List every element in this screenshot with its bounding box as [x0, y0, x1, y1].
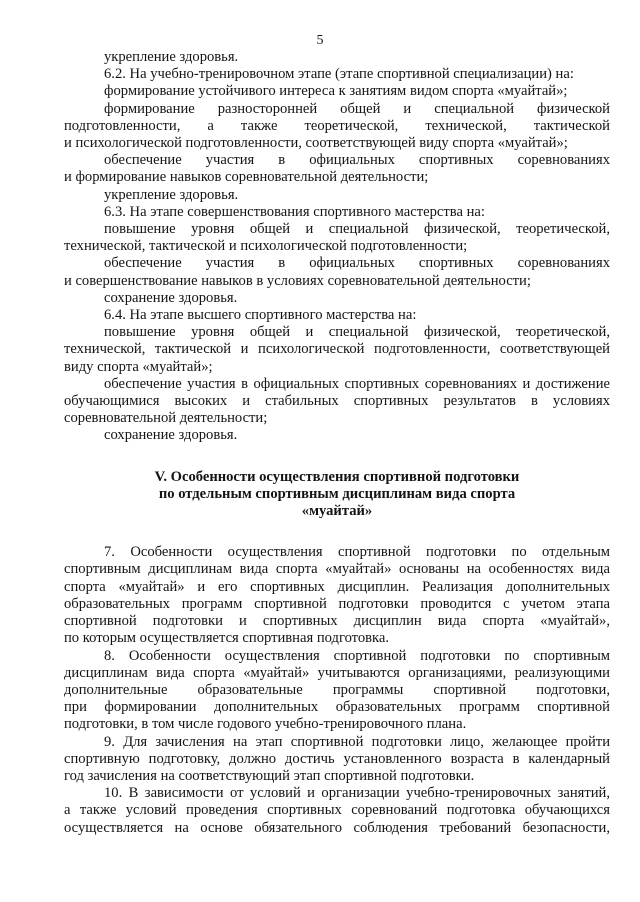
text-line: и совершенствование навыков в условиях соревновательной деятельности; — [64, 272, 531, 289]
paragraph-line: дополнительные образовательные программы спортивной подготовки, — [64, 681, 610, 698]
paragraph-line: 7. Особенности осуществления спортивной подготовки по отдельным — [104, 544, 610, 561]
text-line: соревновательной деятельности; — [64, 410, 268, 427]
spacer — [64, 445, 610, 469]
paragraph-line: а также условий проведения спортивных соревнований подготовка обучающихся — [64, 802, 610, 819]
text-line: 6.4. На этапе высшего спортивного мастерства на: — [104, 307, 417, 324]
text-line: 6.3. На этапе совершенствования спортивного мастерства на: — [104, 203, 485, 220]
paragraph-line: дисциплинам вида спорта «муайтай» учитываются организациями, реализующими — [64, 664, 610, 681]
text-line: обучающимися высоких и стабильных спортивных результатов в условиях — [64, 393, 610, 410]
text-line: 6.2. На учебно-тренировочном этапе (этапе спортивной специализации) на: — [104, 66, 574, 83]
section-heading-line: по отдельным спортивным дисциплинам вида спорта — [158, 485, 516, 502]
text-line: и формирование навыков соревновательной деятельности; — [64, 169, 429, 186]
paragraph-line: подготовки, в том числе годового учебно-тренировочного плана. — [64, 716, 467, 733]
text-line: укрепление здоровья. — [104, 49, 239, 65]
text-line: сохранение здоровья. — [104, 427, 238, 444]
text-line: обеспечение участия в официальных спортивных соревнованиях — [104, 152, 610, 169]
text-line: подготовленности, а также теоретической, технической, тактической — [64, 117, 610, 134]
text-line: повышение уровня общей и специальной физической, теоретической, — [104, 221, 610, 238]
paragraph-line: образовательных программ спортивной подготовки проводится с учетом этапа — [64, 595, 610, 612]
text-line: формирование устойчивого интереса к занятиям видом спорта «муайтай»; — [104, 83, 568, 100]
paragraph-line: 9. Для зачисления на этап спортивной подготовки лицо, желающее пройти — [104, 733, 610, 750]
text-line: виду спорта «муайтай»; — [64, 358, 213, 375]
paragraph-line: спорта «муайтай» и его спортивных дисциплин. Реализация дополнительных — [64, 578, 610, 595]
text-line: сохранение здоровья. — [104, 289, 238, 306]
section-heading-line: V. Особенности осуществления спортивной подготовки — [154, 468, 520, 485]
spacer — [64, 520, 610, 544]
paragraph-line: год зачисления на соответствующий этап спортивной подготовки. — [64, 767, 475, 784]
paragraph-line: спортивным дисциплинам вида спорта «муайтай» основаны на особенностях вида — [64, 561, 610, 578]
text-line: и психологической подготовленности, соответствующей виду спорта «муайтай»; — [64, 135, 568, 152]
document-body — [64, 49, 610, 837]
paragraph-line: при формировании дополнительных образовательных программ спортивной — [64, 699, 610, 716]
text-line: технической, тактической и психологической подготовленности; — [64, 238, 468, 255]
paragraph-line: 10. В зависимости от условий и организации учебно-тренировочных занятий, — [104, 785, 610, 802]
section-heading — [64, 469, 610, 521]
page-number: 5 — [316, 33, 324, 48]
text-line: обеспечение участия в официальных спортивных соревнованиях — [104, 255, 610, 272]
text-line: укрепление здоровья. — [104, 186, 239, 203]
text-line: повышение уровня общей и специальной физической, теоретической, — [104, 324, 610, 341]
text-line: формирование разносторонней общей и специальной физической — [104, 100, 610, 117]
paragraph-line: спортивную подготовку, должно достичь установленного возраста в календарный — [64, 750, 610, 767]
paragraph-line: осуществляется на основе обязательного соблюдения требований безопасности, — [64, 819, 610, 836]
section-heading-line: «муайтай» — [301, 503, 373, 520]
text-line: обеспечение участия в официальных спортивных соревнованиях и достижение — [104, 375, 610, 392]
paragraph-line: 8. Особенности осуществления спортивной подготовки по спортивным — [104, 647, 610, 664]
text-line: технической, тактической и психологической подготовленности, соответствующей — [64, 341, 610, 358]
paragraph-line: по которым осуществляется спортивная подготовка. — [64, 630, 390, 647]
paragraph-line: спортивной подготовки и спортивных дисциплин вида спорта «муайтай», — [64, 613, 610, 630]
